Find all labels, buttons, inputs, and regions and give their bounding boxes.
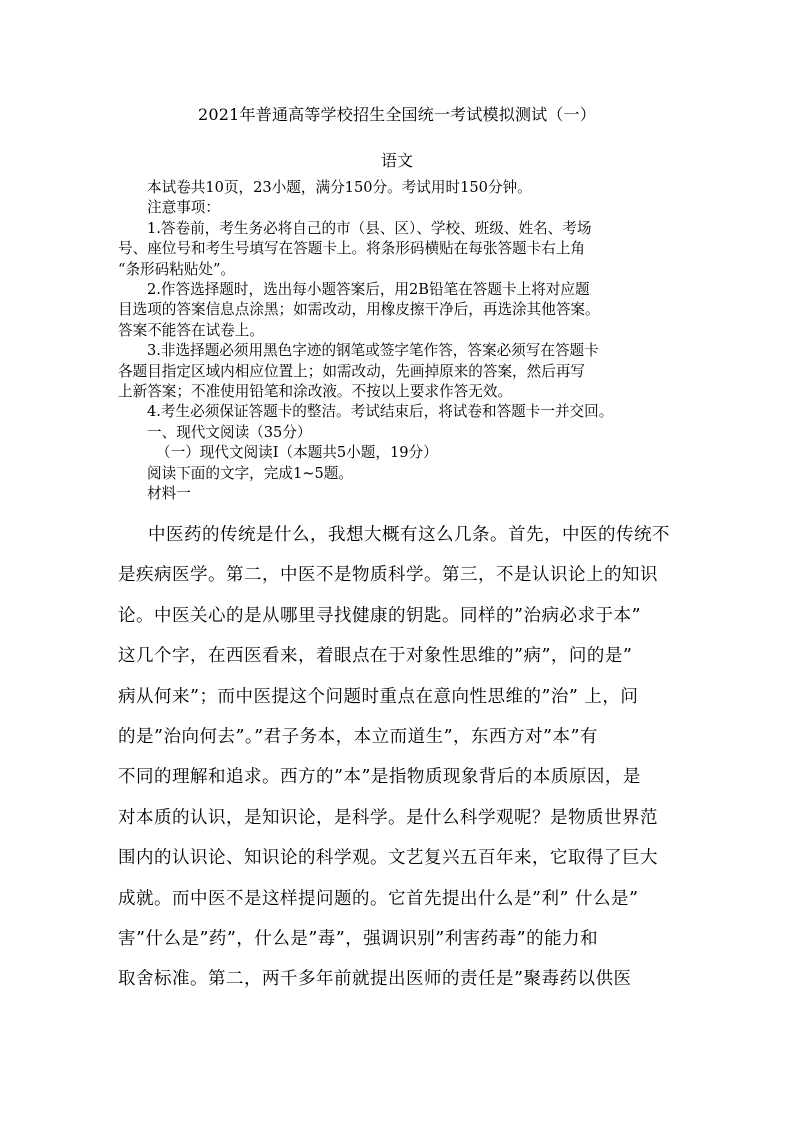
notice-line: 4.考生必须保证答题卡的整洁。考试结束后，将试卷和答题卡一并交回。 xyxy=(147,403,614,421)
exam-title: 2021年普通高等学校招生全国统一考试模拟测试（一） xyxy=(198,105,596,124)
passage-line: 论。中医关心的是从哪里寻找健康的钥匙。同样的”治病必求于本” xyxy=(118,605,641,626)
reading-passage xyxy=(118,515,674,1000)
reading-instruction: 阅读下面的文字，完成1~5题。 xyxy=(147,464,353,482)
passage-line: 不同的理解和追求。西方的”本”是指物质现象背后的本质原因，是 xyxy=(118,767,641,788)
passage-line: 是疾病医学。第二，中医不是物质科学。第三，不是认识论上的知识 xyxy=(118,565,658,586)
material-label: 材料一 xyxy=(147,485,191,503)
passage-line: 成就。而中医不是这样提问题的。它首先提出什么是”利” 什么是” xyxy=(118,888,639,909)
notice-line: 1.答卷前，考生务必将自己的市（县、区）、学校、班级、姓名、考场 xyxy=(147,219,592,237)
passage-line: 取舍标准。第二，两千多年前就提出医师的责任是”聚毒药以供医 xyxy=(118,969,632,990)
passage-line: 围内的认识论、知识论的科学观。文艺复兴五百年来，它取得了巨大 xyxy=(118,848,658,869)
intro-text: 本试卷共10页，23小题，满分150分。考试用时150分钟。 xyxy=(147,179,532,196)
notice-line: “条形码粘贴处”。 xyxy=(118,260,236,278)
subsection-heading: （一）现代文阅读Ⅰ（本题共5小题，19分） xyxy=(156,444,438,462)
exam-instructions xyxy=(118,178,674,505)
notice-line: 目选项的答案信息点涂黑；如需改动，用橡皮擦干净后，再选涂其他答案。 xyxy=(118,301,600,319)
passage-line: 对本质的认识，是知识论，是科学。是什么科学观呢？是物质世界范 xyxy=(118,807,658,828)
notice-line: 答案不能答在试卷上。 xyxy=(118,321,264,339)
passage-line: 病从何来”；而中医提这个问题时重点在意向性思维的”治” 上，问 xyxy=(118,686,639,707)
subject-heading: 语文 xyxy=(380,151,413,170)
notice-line: 2.作答选择题时，选出每小题答案后，用2B铅笔在答题卡上将对应题 xyxy=(147,281,590,299)
passage-line: 害”什么是”药”，什么是”毒”，强调识别”利害药毒”的能力和 xyxy=(118,929,599,950)
passage-line: 中医药的传统是什么，我想大概有这么几条。首先，中医的传统不 xyxy=(148,525,670,545)
notice-line: 上新答案；不准使用铅笔和涂改液。不按以上要求作答无效。 xyxy=(118,383,513,401)
notice-line: 各题目指定区域内相应位置上；如需改动，先画掉原来的答案，然后再写 xyxy=(118,362,586,380)
passage-line: 这几个字，在西医看来，着眼点在于对象性思维的”病”，问的是” xyxy=(118,646,633,667)
section-heading: 一、现代文阅读（35分） xyxy=(147,423,312,441)
notice-heading: 注意事项： xyxy=(147,199,220,217)
notice-line: 号、座位号和考生号填写在答题卡上。将条形码横贴在每张答题卡右上角 xyxy=(118,240,586,258)
passage-line: 的是”治向何去”。”君子务本，本立而道生”，东西方对”本”有 xyxy=(118,727,598,748)
notice-line: 3.非选择题必须用黑色字迹的钢笔或签字笔作答，答案必须写在答题卡 xyxy=(147,342,599,360)
